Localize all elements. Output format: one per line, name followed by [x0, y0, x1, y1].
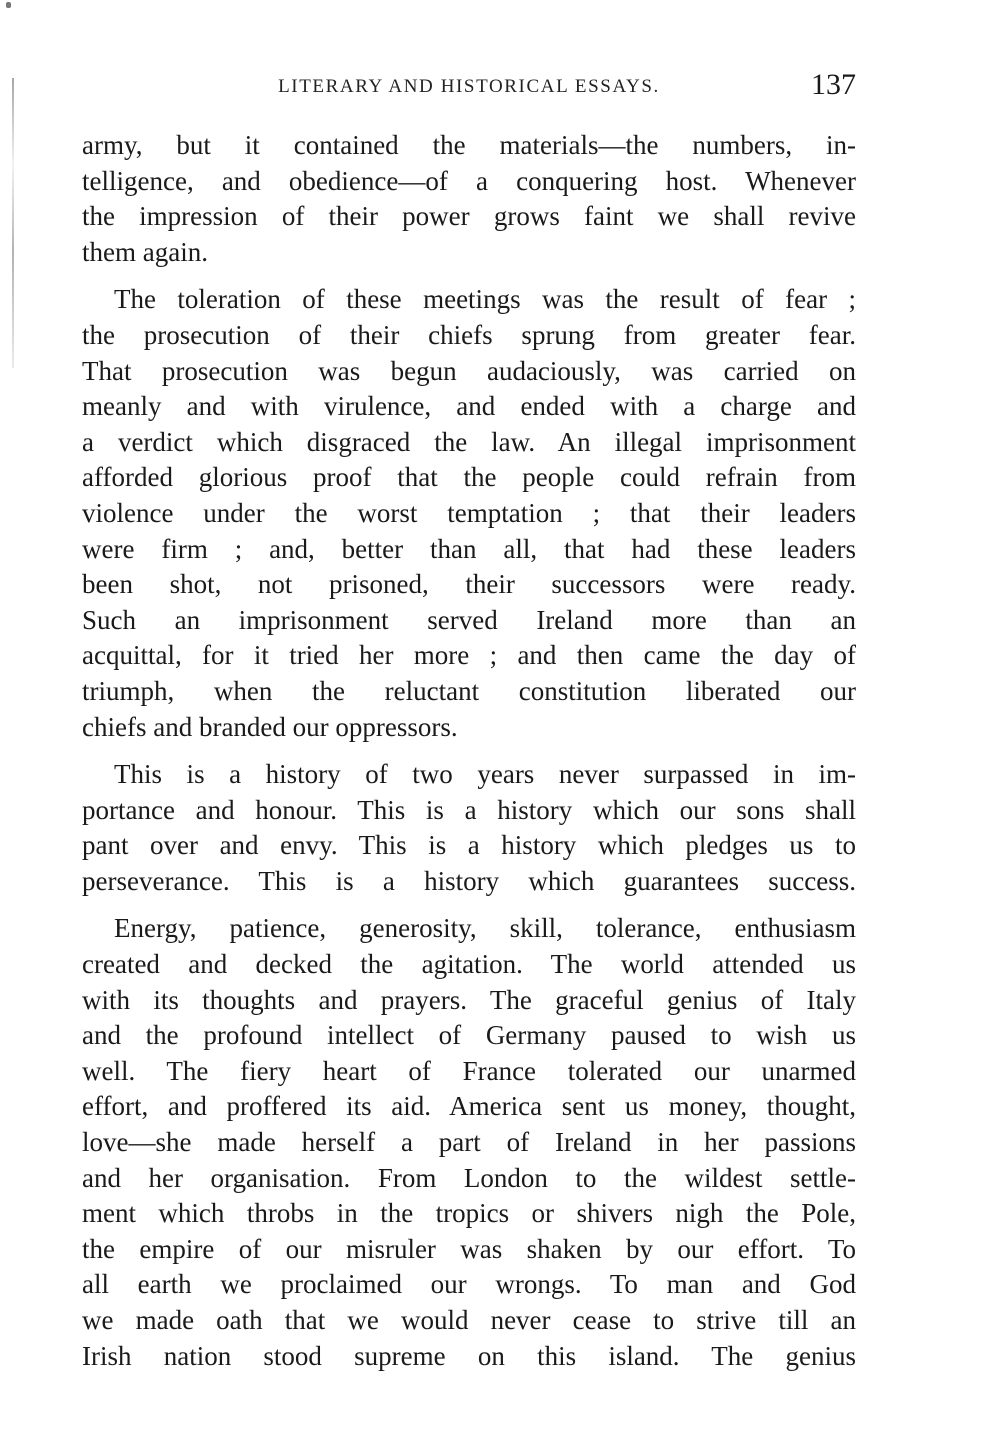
- text-line: pant over and envy. This is a history which pledges us to: [82, 830, 856, 861]
- paragraph-lines: [82, 911, 856, 1374]
- text-line: meanly and with virulence, and ended with a charge and: [82, 391, 856, 422]
- text-line: with its thoughts and prayers. The graceful genius of Italy: [82, 984, 856, 1015]
- binding-shadow: [12, 78, 14, 368]
- paragraph-lines: [82, 282, 856, 745]
- text-line: we made oath that we would never cease to strive till an: [82, 1305, 856, 1335]
- text-line: ment which throbs in the tropics or shivers nigh the Pole,: [82, 1198, 856, 1229]
- text-line: afforded glorious proof that the people could refrain from: [82, 462, 856, 493]
- text-line: created and decked the agitation. The world attended us: [82, 949, 856, 980]
- text-line: triumph, when the reluctant constitution liberated our: [82, 675, 856, 706]
- text-line: were firm ; and, better than all, that had these leaders: [82, 533, 856, 564]
- text-line: effort, and proffered its aid. America sent us money, thought,: [82, 1091, 856, 1122]
- page-header: [82, 68, 856, 108]
- text-line: violence under the worst temptation ; that their leaders: [82, 497, 856, 528]
- paragraph-lines: [82, 757, 856, 899]
- text-line: That prosecution was begun audaciously, was carried on: [82, 355, 856, 386]
- text-line: and her organisation. From London to the wildest settle-: [82, 1162, 856, 1193]
- page-number: 137: [811, 68, 856, 101]
- text-line: been shot, not prisoned, their successors were ready.: [82, 569, 856, 600]
- text-line: and the profound intellect of Germany paused to wish us: [82, 1020, 856, 1051]
- text-line: a verdict which disgraced the law. An illegal imprisonment: [82, 426, 856, 457]
- text-line: all earth we proclaimed our wrongs. To man and God: [82, 1269, 856, 1300]
- text-line: portance and honour. This is a history which our sons shall: [82, 794, 856, 825]
- text-line: perseverance. This is a history which guarantees success.: [82, 865, 856, 896]
- paragraph-2: [82, 282, 856, 745]
- text-line: the prosecution of their chiefs sprung from greater fear.: [82, 319, 856, 350]
- text-line: The toleration of these meetings was the result of fear ;: [114, 284, 856, 315]
- scan-speck: [6, 2, 11, 8]
- text-line: Such an imprisonment served Ireland more than an: [82, 604, 856, 635]
- paragraph-1: [82, 128, 856, 270]
- text-line: well. The fiery heart of France tolerated our unarmed: [82, 1055, 856, 1086]
- text-line: them again.: [82, 236, 208, 267]
- paragraph-4: [82, 911, 856, 1374]
- running-title: LITERARY AND HISTORICAL ESSAYS.: [278, 76, 660, 97]
- text-line: telligence, and obedience—of a conquering host. Whenever: [82, 165, 856, 196]
- paragraph-3: [82, 757, 856, 899]
- text-line: chiefs and branded our oppressors.: [82, 711, 458, 742]
- text-line: army, but it contained the materials—the numbers, in-: [82, 130, 856, 160]
- body-text: [82, 128, 856, 1374]
- text-line: This is a history of two years never surpassed in im-: [114, 759, 856, 790]
- paragraph-lines: [82, 128, 856, 270]
- text-line: love—she made herself a part of Ireland in her passions: [82, 1127, 856, 1158]
- text-line: Irish nation stood supreme on this island. The genius: [82, 1340, 856, 1371]
- text-line: the impression of their power grows faint we shall revive: [82, 201, 856, 232]
- text-line: Energy, patience, generosity, skill, tolerance, enthusiasm: [114, 913, 856, 944]
- text-line: the empire of our misruler was shaken by our effort. To: [82, 1233, 856, 1264]
- text-line: acquittal, for it tried her more ; and then came the day of: [82, 640, 856, 671]
